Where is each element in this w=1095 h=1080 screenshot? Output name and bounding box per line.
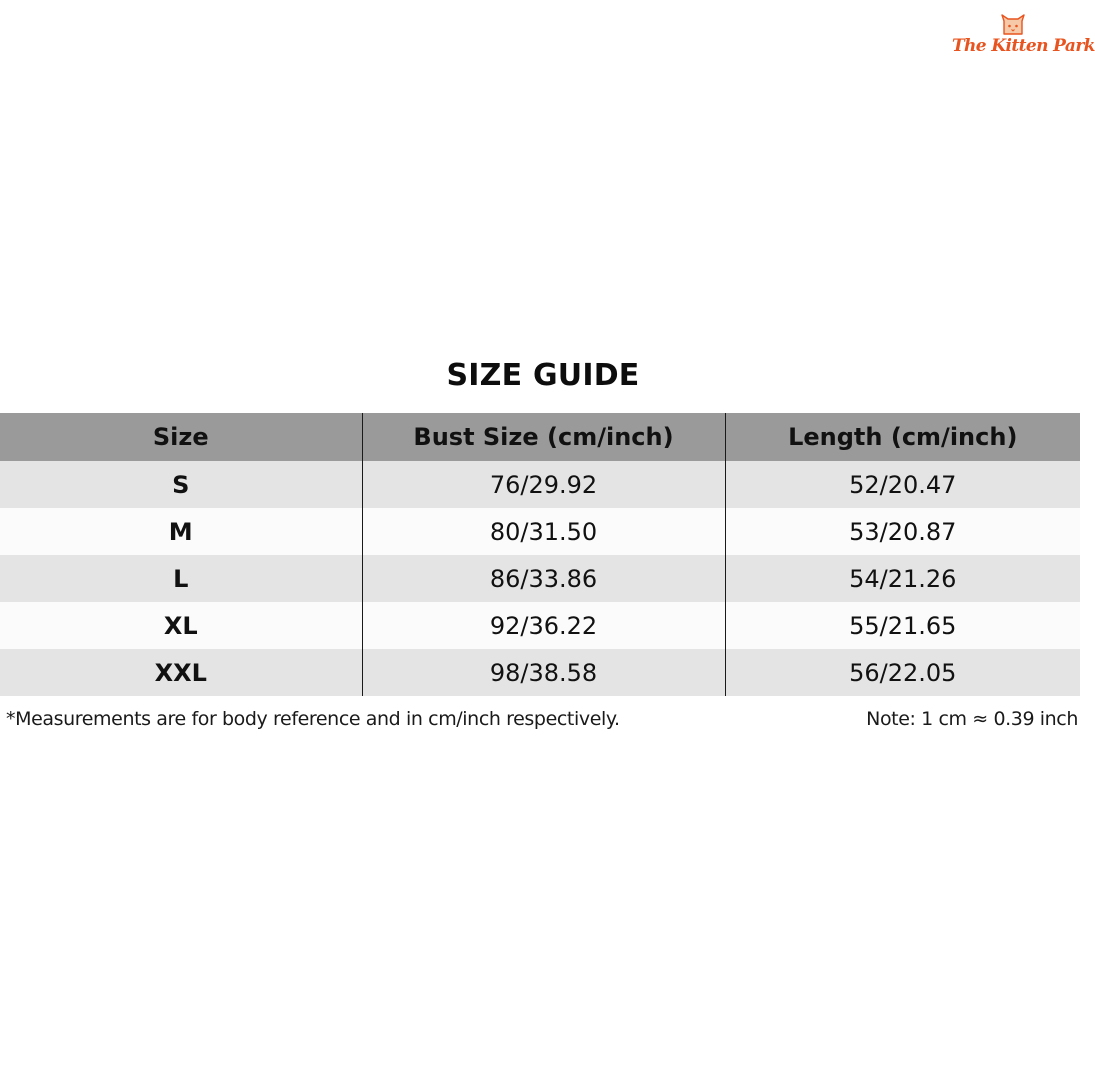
measurement-footnote: *Measurements are for body reference and in cm/inch respectively. [6,708,620,730]
cat-icon [1000,14,1026,36]
brand-logo-text: The Kitten Park [952,36,1095,56]
table-header-row [0,413,1080,461]
size-cell: L [0,555,362,602]
column-header-bust: Bust Size (cm/inch) [362,413,725,461]
column-header-length: Length (cm/inch) [725,413,1080,461]
length-cell: 52/20.47 [725,461,1080,508]
size-cell: S [0,461,362,508]
size-cell: XL [0,602,362,649]
table-row [0,461,1080,508]
bust-cell: 86/33.86 [362,555,725,602]
bust-cell: 98/38.58 [362,649,725,696]
table-row [0,555,1080,602]
size-cell: M [0,508,362,555]
table-row [0,602,1080,649]
bust-cell: 92/36.22 [362,602,725,649]
length-cell: 55/21.65 [725,602,1080,649]
length-cell: 56/22.05 [725,649,1080,696]
table-row [0,508,1080,555]
size-table [0,413,1080,696]
length-cell: 53/20.87 [725,508,1080,555]
column-header-size: Size [0,413,362,461]
size-cell: XXL [0,649,362,696]
bust-cell: 76/29.92 [362,461,725,508]
conversion-note: Note: 1 cm ≈ 0.39 inch [866,708,1078,730]
table-row [0,649,1080,696]
bust-cell: 80/31.50 [362,508,725,555]
brand-logo [952,14,1095,66]
page-title: SIZE GUIDE [446,358,640,393]
length-cell: 54/21.26 [725,555,1080,602]
